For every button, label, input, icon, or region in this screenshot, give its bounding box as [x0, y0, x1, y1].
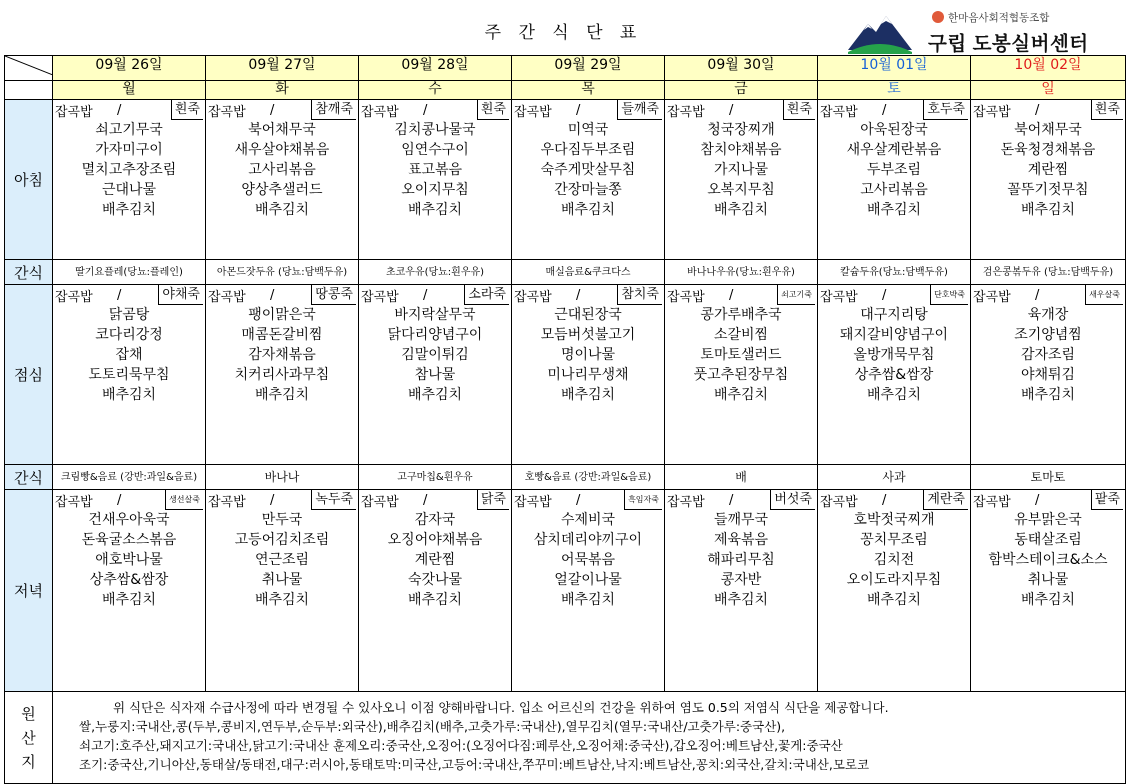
dish-item: 배추김치	[560, 387, 616, 403]
dish-item: 배추김치	[407, 387, 463, 403]
separator-slash: /	[729, 492, 734, 508]
dish-item: 북어채무국	[248, 122, 316, 138]
porridge-label: 녹두죽	[311, 490, 356, 510]
org-name	[932, 10, 1049, 25]
dish-item: 토마토샐러드	[700, 347, 782, 363]
rice-label: 잡곡밥	[973, 104, 1011, 120]
dish-item: 아욱된장국	[860, 122, 928, 138]
dish-item: 배추김치	[101, 592, 157, 608]
rice-porridge-line	[206, 285, 358, 305]
dish-item: 상추쌈&쌈장	[854, 367, 934, 383]
dish-item: 호박젓국찌개	[853, 512, 935, 528]
porridge-label: 흑임자죽	[624, 490, 662, 510]
dish-item: 풋고추된장무침	[693, 367, 789, 383]
dish-item: 참치야채볶음	[700, 142, 782, 158]
dinner-cell	[818, 490, 971, 692]
org-dot-icon	[932, 11, 944, 23]
meal-label-breakfast: 아침	[5, 100, 53, 260]
rice-label: 잡곡밥	[667, 494, 705, 510]
lunch-row	[5, 285, 1126, 465]
breakfast-cell	[971, 100, 1126, 260]
porridge-label: 흰죽	[783, 100, 815, 120]
weekday-cell: 토	[818, 81, 971, 100]
dish-item: 참나물	[414, 367, 456, 383]
separator-slash: /	[270, 492, 275, 508]
rice-label: 잡곡밥	[208, 494, 246, 510]
dish-item: 표고볶음	[407, 162, 463, 178]
dish-item: 배추김치	[407, 202, 463, 218]
snack-cell: 호빵&음료 (강반:과일&음료)	[512, 465, 665, 490]
snack-cell: 크림빵&음료 (강반:과일&음료)	[53, 465, 206, 490]
dish-item: 콩자반	[720, 572, 762, 588]
rice-porridge-line	[818, 285, 970, 305]
dish-item: 배추김치	[1020, 592, 1076, 608]
dish-item: 오이지무침	[401, 182, 469, 198]
dish-item: 김치콩나물국	[394, 122, 476, 138]
dish-item: 잡채	[115, 347, 143, 363]
weekday-cell: 목	[512, 81, 665, 100]
dish-item: 제육볶음	[713, 532, 769, 548]
rice-label: 잡곡밥	[973, 494, 1011, 510]
notice-line: 조기:중국산,기니아산,동태살/동태전,대구:러시아,동태토막:미국산,고등어:국내산,쭈꾸미:베트남산,낙지:베트남산,꽁치:외국산,갈치:국내산,모로코	[79, 757, 870, 772]
dish-item: 꽁치무조림	[860, 532, 928, 548]
dish-item: 고사리볶음	[248, 162, 316, 178]
porridge-label: 참깨죽	[311, 100, 356, 120]
dish-item: 바지락살무국	[394, 307, 476, 323]
rice-label: 잡곡밥	[361, 104, 399, 120]
snack-cell: 토마토	[971, 465, 1126, 490]
rice-label: 잡곡밥	[820, 289, 858, 305]
rice-label: 잡곡밥	[55, 494, 93, 510]
dish-item: 육개장	[1027, 307, 1069, 323]
rice-label: 잡곡밥	[973, 289, 1011, 305]
dish-item: 가자미구이	[95, 142, 163, 158]
porridge-label: 새우살죽	[1085, 285, 1123, 305]
separator-slash: /	[270, 287, 275, 303]
dish-item: 우다짐두부조림	[540, 142, 636, 158]
dish-item: 배추김치	[254, 202, 310, 218]
snack-am-row	[5, 260, 1126, 285]
porridge-label: 계란죽	[923, 490, 968, 510]
date-cell: 09월 29일	[512, 56, 665, 81]
center-name: 구립 도봉실버센터	[928, 33, 1089, 55]
dish-item: 가지나물	[713, 162, 769, 178]
dish-item: 김치전	[873, 552, 915, 568]
dish-item: 얼갈이나물	[554, 572, 622, 588]
dish-item: 배추김치	[866, 202, 922, 218]
dish-item: 해파리무침	[707, 552, 775, 568]
dish-item: 두부조림	[866, 162, 922, 178]
dish-item: 오복지무침	[707, 182, 775, 198]
snack-cell: 배	[665, 465, 818, 490]
rice-label: 잡곡밥	[820, 104, 858, 120]
lunch-cell	[512, 285, 665, 465]
dish-item: 북어채무국	[1014, 122, 1082, 138]
porridge-label: 닭죽	[477, 490, 509, 510]
dish-item: 숙주게맛살무침	[540, 162, 636, 178]
weekday-cell: 수	[359, 81, 512, 100]
dish-item: 오이도라지무침	[846, 572, 942, 588]
meal-label-snack: 간식	[5, 260, 53, 285]
dinner-row	[5, 490, 1126, 692]
dish-item: 올방개묵무침	[853, 347, 935, 363]
weekday-cell: 월	[53, 81, 206, 100]
weekday-cell: 화	[206, 81, 359, 100]
meal-label-dinner: 저녁	[5, 490, 53, 692]
dish-item: 배추김치	[407, 592, 463, 608]
separator-slash: /	[1035, 287, 1040, 303]
separator-slash: /	[117, 102, 122, 118]
org-name-text: 한마음사회적협동조합	[948, 12, 1050, 24]
dish-item: 임연수구이	[401, 142, 469, 158]
dish-item: 대구지리탕	[860, 307, 928, 323]
rice-porridge-line	[971, 100, 1125, 120]
dish-item: 콩가루배추국	[700, 307, 782, 323]
separator-slash: /	[576, 102, 581, 118]
meal-label-snack: 간식	[5, 465, 53, 490]
rice-label: 잡곡밥	[667, 104, 705, 120]
snack-cell: 검은콩볶두유 (당뇨:담백두유)	[971, 260, 1126, 285]
dish-item: 꼴뚜기젓무침	[1007, 182, 1089, 198]
dish-item: 코다리강정	[95, 327, 163, 343]
rice-porridge-line	[512, 100, 664, 120]
dish-item: 상추쌈&쌈장	[89, 572, 169, 588]
dish-item: 미역국	[567, 122, 609, 138]
rice-label: 잡곡밥	[55, 289, 93, 305]
separator-slash: /	[882, 102, 887, 118]
porridge-label: 땅콩죽	[311, 285, 356, 305]
porridge-label: 생선살죽	[165, 490, 203, 510]
dish-item: 근대된장국	[554, 307, 622, 323]
dish-item: 닭다리양념구이	[387, 327, 483, 343]
snack-cell: 바나나	[206, 465, 359, 490]
breakfast-cell	[665, 100, 818, 260]
dish-item: 감자국	[414, 512, 456, 528]
lunch-cell	[665, 285, 818, 465]
rice-label: 잡곡밥	[208, 104, 246, 120]
dish-item: 배추김치	[101, 202, 157, 218]
date-cell: 09월 28일	[359, 56, 512, 81]
snack-pm-row	[5, 465, 1126, 490]
separator-slash: /	[117, 492, 122, 508]
dish-item: 양상추샐러드	[241, 182, 323, 198]
date-cell: 09월 26일	[53, 56, 206, 81]
rice-label: 잡곡밥	[361, 494, 399, 510]
dinner-cell	[206, 490, 359, 692]
snack-cell: 초코우유(당뇨:흰우유)	[359, 260, 512, 285]
dish-item: 멸치고추장조림	[81, 162, 177, 178]
rice-porridge-line	[53, 490, 205, 510]
separator-slash: /	[117, 287, 122, 303]
rice-porridge-line	[665, 285, 817, 305]
rice-porridge-line	[818, 100, 970, 120]
dinner-cell	[512, 490, 665, 692]
dish-item: 오징어야채볶음	[387, 532, 483, 548]
porridge-label: 흰죽	[171, 100, 203, 120]
rice-porridge-line	[206, 490, 358, 510]
separator-slash: /	[1035, 102, 1040, 118]
dish-item: 야채튀김	[1020, 367, 1076, 383]
dish-item: 취나물	[261, 572, 303, 588]
dish-item: 배추김치	[254, 387, 310, 403]
snack-cell: 고구마칩&흰우유	[359, 465, 512, 490]
separator-slash: /	[576, 492, 581, 508]
separator-slash: /	[576, 287, 581, 303]
separator-slash: /	[423, 492, 428, 508]
dish-item: 계란찜	[414, 552, 456, 568]
dish-item: 배추김치	[866, 592, 922, 608]
breakfast-cell	[512, 100, 665, 260]
dish-item: 함박스테이크&소스	[988, 552, 1108, 568]
breakfast-cell	[53, 100, 206, 260]
snack-cell: 사과	[818, 465, 971, 490]
page-title: 주 간 식 단 표	[484, 23, 643, 43]
dish-item: 배추김치	[560, 202, 616, 218]
meal-label-lunch: 점심	[5, 285, 53, 465]
separator-slash: /	[729, 287, 734, 303]
mountain-logo-icon	[846, 10, 914, 54]
dish-item: 닭곰탕	[108, 307, 150, 323]
snack-cell: 아몬드잣두유 (당뇨:담백두유)	[206, 260, 359, 285]
lunch-cell	[53, 285, 206, 465]
dish-item: 배추김치	[560, 592, 616, 608]
dish-item: 치커리사과무침	[234, 367, 330, 383]
breakfast-cell	[206, 100, 359, 260]
separator-slash: /	[423, 102, 428, 118]
dish-item: 새우살계란볶음	[846, 142, 942, 158]
dish-item: 유부맑은국	[1014, 512, 1082, 528]
separator-slash: /	[729, 102, 734, 118]
dish-item: 배추김치	[254, 592, 310, 608]
porridge-label: 팥죽	[1091, 490, 1123, 510]
dish-item: 배추김치	[101, 387, 157, 403]
dinner-cell	[971, 490, 1126, 692]
lunch-cell	[359, 285, 512, 465]
dish-item: 돈육청경채볶음	[1000, 142, 1096, 158]
origin-row	[5, 692, 1126, 784]
dish-item: 돈육굴소스볶음	[81, 532, 177, 548]
separator-slash: /	[423, 287, 428, 303]
separator-slash: /	[882, 287, 887, 303]
logo	[846, 8, 1126, 53]
dish-item: 미나리무생채	[547, 367, 629, 383]
rice-label: 잡곡밥	[514, 289, 552, 305]
corner-cell-2	[5, 81, 53, 100]
dish-item: 소갈비찜	[713, 327, 769, 343]
lunch-cell	[818, 285, 971, 465]
rice-label: 잡곡밥	[667, 289, 705, 305]
dish-item: 배추김치	[866, 387, 922, 403]
separator-slash: /	[270, 102, 275, 118]
rice-label: 잡곡밥	[361, 289, 399, 305]
rice-porridge-line	[665, 490, 817, 510]
rice-label: 잡곡밥	[514, 104, 552, 120]
snack-cell: 매실음료&쿠크다스	[512, 260, 665, 285]
dish-item: 매콤돈갈비찜	[241, 327, 323, 343]
dish-item: 감자조림	[1020, 347, 1076, 363]
notice-cell	[53, 692, 1126, 784]
porridge-label: 쇠고기죽	[777, 285, 815, 305]
dinner-cell	[53, 490, 206, 692]
dish-item: 팽이맑은국	[248, 307, 316, 323]
corner-cell	[5, 56, 53, 81]
dish-item: 간장마늘쫑	[554, 182, 622, 198]
snack-cell: 바나나우유(당뇨:흰우유)	[665, 260, 818, 285]
dish-item: 애호박나물	[95, 552, 163, 568]
dinner-cell	[665, 490, 818, 692]
rice-label: 잡곡밥	[208, 289, 246, 305]
breakfast-cell	[359, 100, 512, 260]
dish-item: 수제비국	[560, 512, 616, 528]
dish-item: 배추김치	[713, 387, 769, 403]
dish-item: 어묵볶음	[560, 552, 616, 568]
notice-line: 쇠고기:호주산,돼지고기:국내산,닭고기:국내산 훈제오리:중국산,오징어:(오징어다짐:페루산,오징어채:중국산),갑오징어:베트남산,꽃게:중국산	[79, 738, 843, 753]
lunch-cell	[971, 285, 1126, 465]
dish-item: 도토리묵무침	[88, 367, 170, 383]
rice-porridge-line	[53, 285, 205, 305]
rice-porridge-line	[359, 100, 511, 120]
breakfast-row	[5, 100, 1126, 260]
rice-porridge-line	[359, 490, 511, 510]
dish-item: 근대나물	[101, 182, 157, 198]
dish-item: 배추김치	[1020, 387, 1076, 403]
dish-item: 새우살야채볶음	[234, 142, 330, 158]
dish-item: 명이나물	[560, 347, 616, 363]
weekday-row	[5, 81, 1126, 100]
porridge-label: 흰죽	[1091, 100, 1123, 120]
corner-diagonal	[5, 56, 53, 75]
rice-label: 잡곡밥	[55, 104, 93, 120]
origin-char: 지	[21, 752, 36, 771]
menu-table	[4, 55, 1126, 784]
porridge-label: 단호박죽	[930, 285, 968, 305]
rice-porridge-line	[512, 285, 664, 305]
date-cell: 09월 30일	[665, 56, 818, 81]
rice-label: 잡곡밥	[820, 494, 858, 510]
dish-item: 돼지갈비양념구이	[839, 327, 949, 343]
rice-porridge-line	[512, 490, 664, 510]
dish-item: 건새우아욱국	[88, 512, 170, 528]
origin-char: 원	[21, 704, 36, 723]
snack-cell: 칼슘두유(당뇨:담백두유)	[818, 260, 971, 285]
dish-item: 쇠고기무국	[95, 122, 163, 138]
notice-line: 쌀,누룽지:국내산,콩(두부,콩비지,연두부,순두부:외국산),배추김치(배추,고춧가루:국내산),열무김치(열무:국내산/고춧가루:중국산),	[79, 719, 786, 734]
dish-item: 조기양념찜	[1014, 327, 1082, 343]
porridge-label: 들깨죽	[617, 100, 662, 120]
dinner-cell	[359, 490, 512, 692]
rice-porridge-line	[971, 285, 1125, 305]
breakfast-cell	[818, 100, 971, 260]
weekday-cell: 금	[665, 81, 818, 100]
rice-porridge-line	[206, 100, 358, 120]
dish-item: 만두국	[261, 512, 303, 528]
origin-label	[5, 692, 53, 784]
dish-item: 연근조림	[254, 552, 310, 568]
porridge-label: 버섯죽	[770, 490, 815, 510]
rice-porridge-line	[665, 100, 817, 120]
dish-item: 삼치데리야끼구이	[533, 532, 643, 548]
dish-item: 들깨무국	[713, 512, 769, 528]
rice-porridge-line	[971, 490, 1125, 510]
dish-item: 감자채볶음	[248, 347, 316, 363]
lunch-cell	[206, 285, 359, 465]
dish-item: 배추김치	[1020, 202, 1076, 218]
porridge-label: 참치죽	[617, 285, 662, 305]
date-cell: 10월 02일	[971, 56, 1126, 81]
date-cell: 09월 27일	[206, 56, 359, 81]
porridge-label: 야채죽	[158, 285, 203, 305]
dish-item: 배추김치	[713, 592, 769, 608]
dish-item: 청국장찌개	[707, 122, 775, 138]
dish-item: 동태살조림	[1014, 532, 1082, 548]
rice-porridge-line	[359, 285, 511, 305]
date-cell: 10월 01일	[818, 56, 971, 81]
snack-cell: 딸기요플레(당뇨:플레인)	[53, 260, 206, 285]
dish-item: 고등어김치조림	[234, 532, 330, 548]
porridge-label: 흰죽	[477, 100, 509, 120]
origin-char: 산	[21, 728, 36, 747]
separator-slash: /	[1035, 492, 1040, 508]
dish-item: 숙갓나물	[407, 572, 463, 588]
dish-item: 취나물	[1027, 572, 1069, 588]
weekday-cell: 일	[971, 81, 1126, 100]
separator-slash: /	[882, 492, 887, 508]
date-row	[5, 56, 1126, 81]
rice-label: 잡곡밥	[514, 494, 552, 510]
dish-item: 김말이튀김	[401, 347, 469, 363]
dish-item: 계란찜	[1027, 162, 1069, 178]
rice-porridge-line	[53, 100, 205, 120]
dish-item: 배추김치	[713, 202, 769, 218]
dish-item: 고사리볶음	[860, 182, 928, 198]
porridge-label: 호두죽	[923, 100, 968, 120]
porridge-label: 소라죽	[464, 285, 509, 305]
dish-item: 모듬버섯불고기	[540, 327, 636, 343]
notice-line: 위 식단은 식자재 수급사정에 따라 변경될 수 있사오니 이점 양해바랍니다. 입소 어르신의 건강을 위하여 염도 0.5의 저염식 식단을 제공합니다.	[113, 700, 889, 715]
rice-porridge-line	[818, 490, 970, 510]
